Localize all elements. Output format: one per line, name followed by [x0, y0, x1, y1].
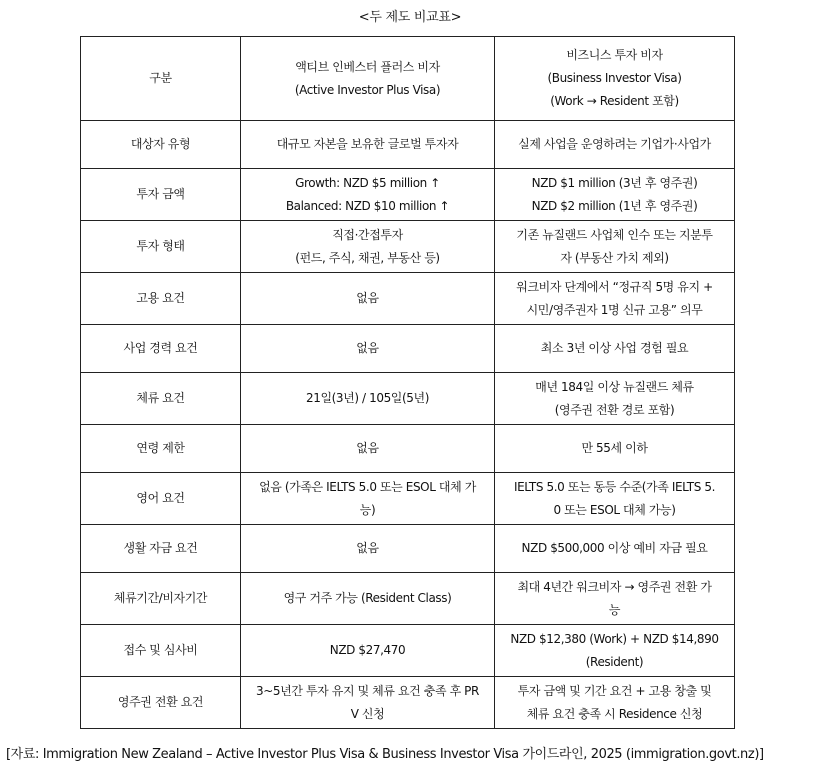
cell-line: (영주권 전환 경로 포함) [554, 402, 675, 417]
cell-line: 없음 [356, 441, 379, 455]
cell-line: 21일(3년) / 105일(5년) [305, 391, 429, 405]
cell-line: 3~5년간 투자 유지 및 체류 요건 충족 후 PR [256, 683, 479, 698]
cell-line: 최소 3년 이상 사업 경험 필요 [540, 341, 689, 355]
business-investor-cell [495, 169, 735, 221]
table-row [81, 677, 735, 729]
active-investor-cell [241, 325, 495, 373]
table-row [81, 625, 735, 677]
active-investor-cell [241, 473, 495, 525]
cell-line: 없음 [356, 291, 379, 305]
active-investor-cell [241, 273, 495, 325]
cell-line: 체류 요건 충족 시 Residence 신청 [526, 706, 703, 721]
header-category: 구분 [81, 37, 241, 121]
row-label: 생활 자금 요건 [81, 525, 241, 573]
cell-line: 만 55세 이하 [581, 441, 648, 455]
table-row [81, 169, 735, 221]
cell-line: (Resident) [585, 654, 644, 669]
cell-line: 기존 뉴질랜드 사업체 인수 또는 지분투 [516, 227, 713, 242]
table-row [81, 373, 735, 425]
business-investor-cell [495, 325, 735, 373]
cell-line: NZD $1 million (3년 후 영주권) [531, 175, 698, 190]
active-investor-cell [241, 677, 495, 729]
table-row [81, 525, 735, 573]
business-investor-cell [495, 573, 735, 625]
header-active-investor [241, 37, 495, 121]
active-investor-cell [241, 525, 495, 573]
active-investor-cell [241, 169, 495, 221]
table-row [81, 573, 735, 625]
table-row [81, 273, 735, 325]
cell-line: 자 (부동산 가치 제외) [560, 250, 669, 265]
cell-line: 능 [608, 602, 621, 617]
row-label: 영주권 전환 요건 [81, 677, 241, 729]
cell-line: 없음 (가족은 IELTS 5.0 또는 ESOL 대체 가 [259, 479, 476, 494]
business-investor-cell [495, 425, 735, 473]
cell-line: NZD $500,000 이상 예비 자금 필요 [521, 541, 708, 555]
cell-line: Growth: NZD $5 million ↑ [295, 175, 440, 190]
row-label: 연령 제한 [81, 425, 241, 473]
table-row [81, 425, 735, 473]
cell-line: NZD $12,380 (Work) + NZD $14,890 [510, 631, 719, 646]
cell-line: 능) [359, 502, 376, 517]
header-active-investor-ko: 액티브 인베스터 플러스 비자 [295, 59, 440, 74]
row-label: 영어 요건 [81, 473, 241, 525]
row-label: 고용 요건 [81, 273, 241, 325]
active-investor-cell [241, 121, 495, 169]
business-investor-cell [495, 273, 735, 325]
table-row [81, 221, 735, 273]
business-investor-cell [495, 677, 735, 729]
cell-line: 매년 184일 이상 뉴질랜드 체류 [535, 379, 694, 394]
cell-line: 없음 [356, 541, 379, 555]
table-title: <두 제도 비교표> [358, 10, 462, 25]
business-investor-cell [495, 373, 735, 425]
cell-line: Balanced: NZD $10 million ↑ [285, 198, 450, 213]
cell-line: 없음 [356, 341, 379, 355]
cell-line: 대규모 자본을 보유한 글로벌 투자자 [276, 137, 459, 151]
cell-line: (펀드, 주식, 채권, 부동산 등) [295, 250, 440, 265]
cell-line: 영구 거주 가능 (Resident Class) [283, 591, 452, 605]
active-investor-cell [241, 221, 495, 273]
table-row [81, 473, 735, 525]
cell-line: NZD $2 million (1년 후 영주권) [531, 198, 698, 213]
active-investor-cell [241, 373, 495, 425]
business-investor-cell [495, 221, 735, 273]
business-investor-cell [495, 473, 735, 525]
cell-line: 실제 사업을 운영하려는 기업가·사업가 [518, 137, 711, 151]
cell-line: NZD $27,470 [329, 643, 406, 657]
cell-line: IELTS 5.0 또는 동등 수준(가족 IELTS 5. [513, 479, 716, 494]
header-active-investor-en: (Active Investor Plus Visa) [294, 82, 441, 97]
row-label: 사업 경력 요건 [81, 325, 241, 373]
header-business-investor-en: (Business Investor Visa) [547, 71, 682, 85]
business-investor-cell [495, 121, 735, 169]
table-header-row [81, 37, 735, 121]
row-label: 체류기간/비자기간 [81, 573, 241, 625]
comparison-table [80, 36, 735, 729]
header-business-investor-note: (Work → Resident 포함) [550, 94, 679, 108]
table-row [81, 325, 735, 373]
header-business-investor-ko: 비즈니스 투자 비자 [566, 48, 663, 62]
cell-line: 워크비자 단계에서 “정규직 5명 유지 + [516, 279, 713, 294]
source-citation: [자료: Immigration New Zealand – Active Investor Plus Visa & Business Investor Visa 가이드라인, 2025 (immigration.govt.nz)] [6, 747, 764, 762]
active-investor-cell [241, 573, 495, 625]
active-investor-cell [241, 625, 495, 677]
active-investor-cell [241, 425, 495, 473]
cell-line: 0 또는 ESOL 대체 가능) [553, 502, 676, 517]
cell-line: 시민/영주권자 1명 신규 고용” 의무 [526, 302, 703, 317]
table-row [81, 121, 735, 169]
cell-line: 투자 금액 및 기간 요건 + 고용 창출 및 [517, 683, 712, 698]
cell-line: 최대 4년간 워크비자 → 영주권 전환 가 [517, 579, 712, 594]
row-label: 접수 및 심사비 [81, 625, 241, 677]
business-investor-cell [495, 525, 735, 573]
header-business-investor [495, 37, 735, 121]
row-label: 체류 요건 [81, 373, 241, 425]
row-label: 대상자 유형 [81, 121, 241, 169]
cell-line: V 신청 [350, 706, 385, 721]
row-label: 투자 금액 [81, 169, 241, 221]
row-label: 투자 형태 [81, 221, 241, 273]
cell-line: 직접·간접투자 [332, 227, 403, 242]
business-investor-cell [495, 625, 735, 677]
